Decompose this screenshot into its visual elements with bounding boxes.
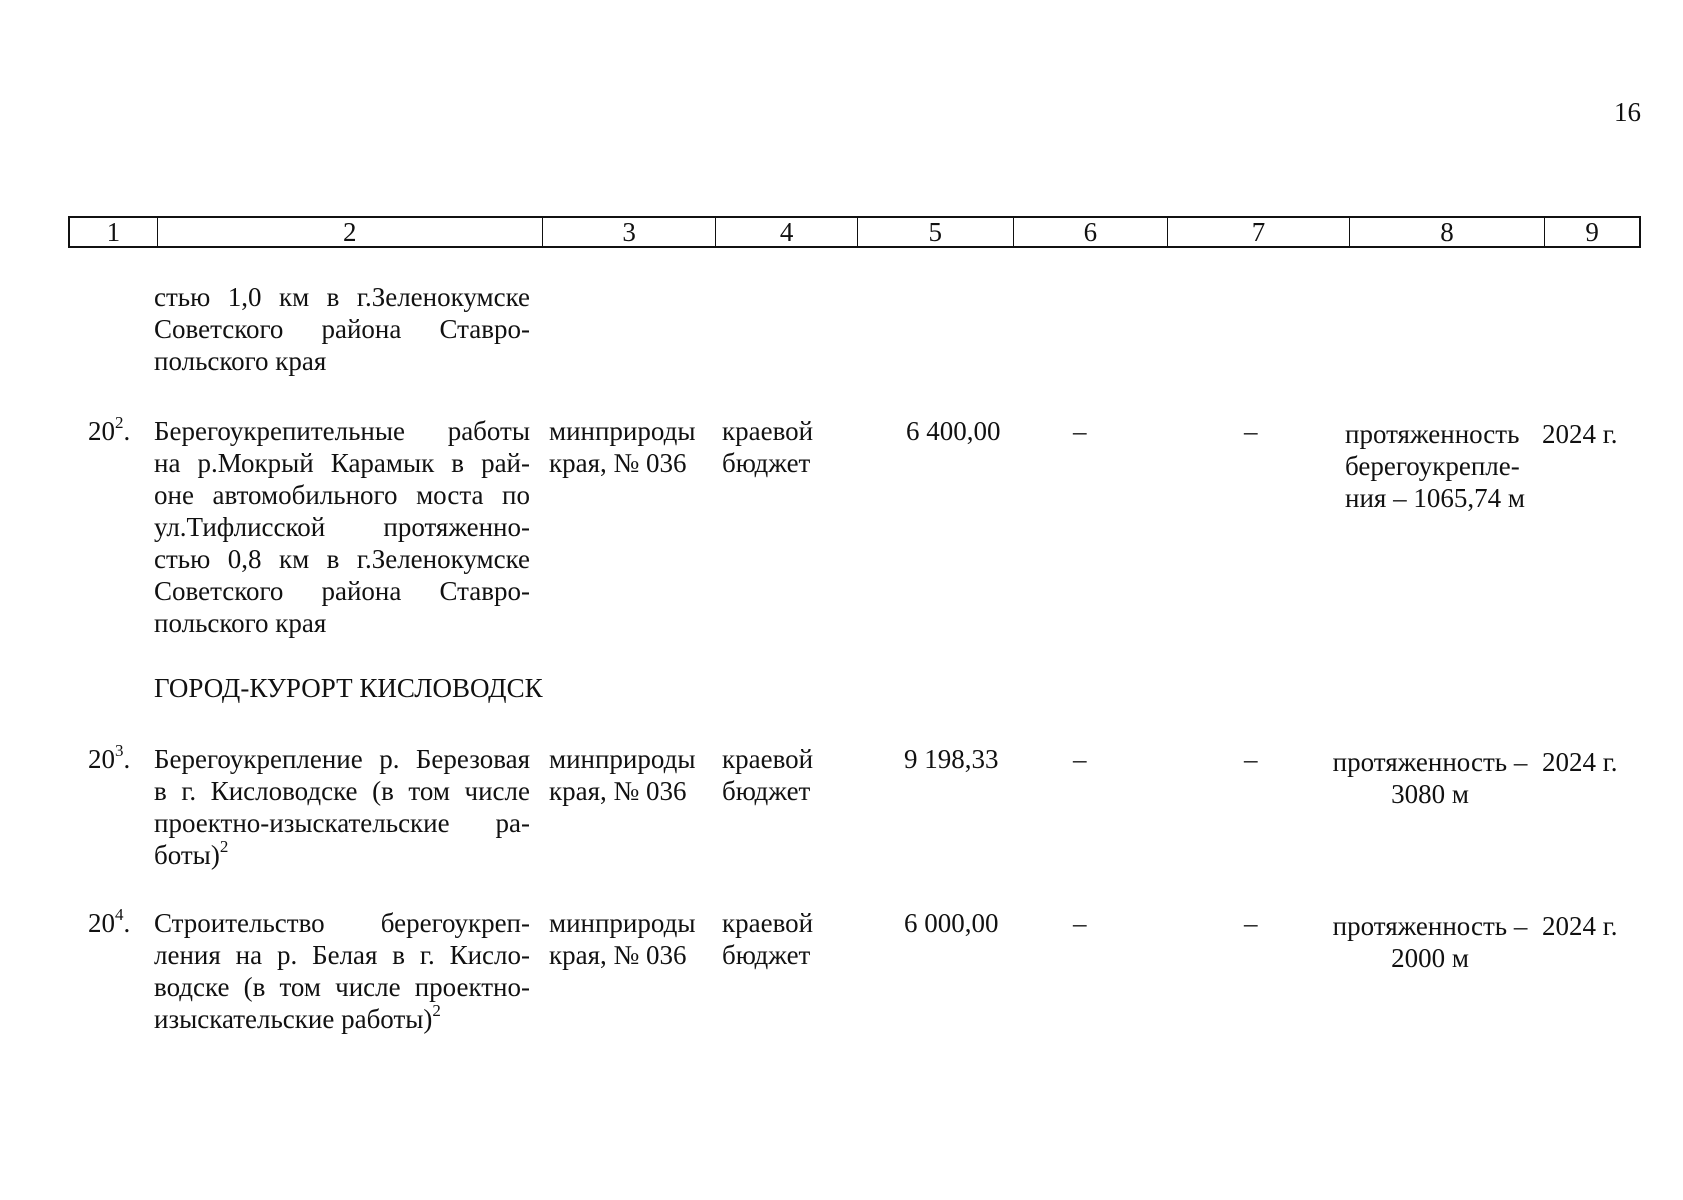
text-line: ления на р. Белая в г. Кисло- xyxy=(154,940,530,970)
text-line: стью 1,0 км в г.Зеленокумске xyxy=(154,282,530,312)
indicator: протяженность – 3080 м xyxy=(1332,747,1528,809)
text-line: Строительство берегоукреп- xyxy=(154,908,530,938)
text-line: боты)$^2$ xyxy=(154,837,229,870)
text-line: ул.Тифлисской протяженно- xyxy=(154,512,530,542)
funding-source: краевой бюджет xyxy=(722,416,814,478)
column-number: 6 xyxy=(1014,218,1169,246)
column-number: 9 xyxy=(1585,217,1599,247)
text-line: польского края xyxy=(154,608,327,638)
text-line: оне автомобильного моста по xyxy=(154,480,530,510)
page-number: 16 xyxy=(1614,97,1641,127)
column-number-header xyxy=(68,216,1641,248)
text-line: Советского района Ставро- xyxy=(154,576,530,606)
amount: 9 198,33 xyxy=(904,744,999,774)
executor: минприроды края, № 036 xyxy=(549,908,696,970)
indicator: протяженность берегоукрепле- ния – 1065,74 м xyxy=(1345,419,1525,513)
column-number: 4 xyxy=(716,218,858,246)
continuation-text xyxy=(154,281,530,377)
year: 2024 г. xyxy=(1542,911,1618,941)
funding-source: краевой бюджет xyxy=(722,908,814,970)
object-name xyxy=(154,743,530,871)
text-line: Берегоукрепление р. Березовая xyxy=(154,744,530,774)
column-number: 2 xyxy=(158,218,543,246)
amount: 6 400,00 xyxy=(906,416,1001,446)
text-line: в г. Кисловодске (в том числе xyxy=(154,776,530,806)
object-name xyxy=(154,907,530,1035)
indicator: протяженность – 2000 м xyxy=(1332,911,1528,973)
column-number: 8 xyxy=(1350,218,1546,246)
text-line: проектно-изыскательские ра- xyxy=(154,808,530,838)
text-line: Советского района Ставро- xyxy=(154,314,530,344)
column-number: 1 xyxy=(70,218,158,246)
column-6-value: – xyxy=(1073,908,1087,938)
text-line: Берегоукрепительные работы xyxy=(154,416,530,446)
column-number: 7 xyxy=(1168,218,1350,246)
text-line: стью 0,8 км в г.Зеленокумске xyxy=(154,544,530,574)
column-number: 5 xyxy=(858,218,1014,246)
object-name xyxy=(154,415,530,639)
row-number: $20^2$. xyxy=(88,413,131,446)
row-number: $20^3$. xyxy=(88,741,131,774)
text-line: водске (в том числе проектно- xyxy=(154,972,530,1002)
column-6-value: – xyxy=(1073,416,1087,446)
column-number: 3 xyxy=(543,218,717,246)
column-7-value: – xyxy=(1244,908,1258,938)
column-7-value: – xyxy=(1244,744,1258,774)
funding-source: краевой бюджет xyxy=(722,744,814,806)
row-number: $20^4$. xyxy=(88,905,131,938)
executor: минприроды края, № 036 xyxy=(549,744,696,806)
column-7-value: – xyxy=(1244,416,1258,446)
executor: минприроды края, № 036 xyxy=(549,416,696,478)
year: 2024 г. xyxy=(1542,419,1618,449)
text-line: изыскательские работы)$^2$ xyxy=(154,1001,441,1034)
text-line: на р.Мокрый Карамык в рай- xyxy=(154,448,530,478)
text-line: польского края xyxy=(154,346,327,376)
column-6-value: – xyxy=(1073,744,1087,774)
amount: 6 000,00 xyxy=(904,908,999,938)
section-title: ГОРОД-КУРОРТ КИСЛОВОДСК xyxy=(154,673,543,703)
year: 2024 г. xyxy=(1542,747,1618,777)
